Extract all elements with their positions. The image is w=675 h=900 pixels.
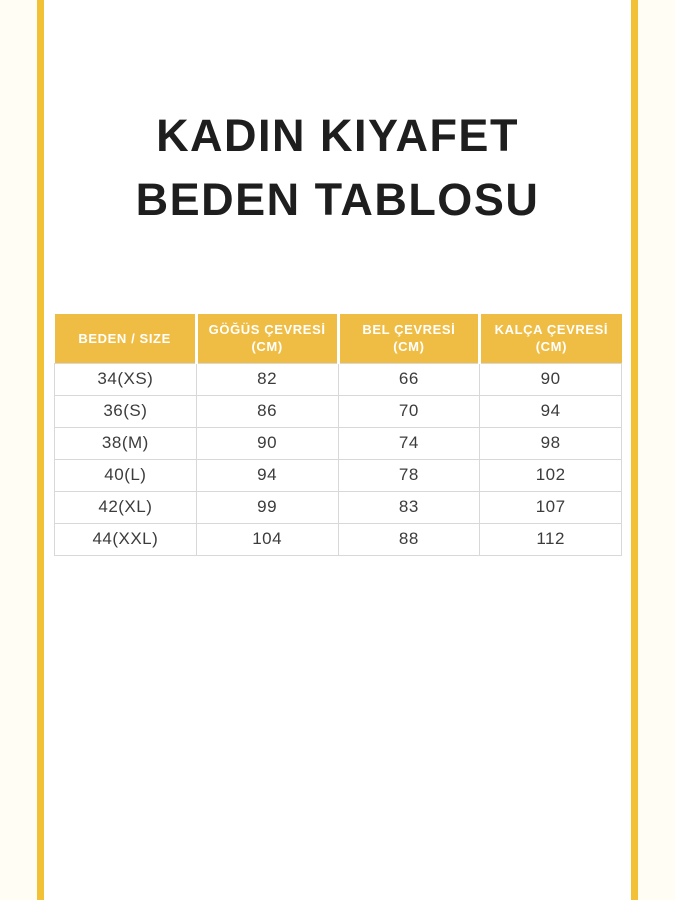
column-header-chest-unit: (CM) — [251, 339, 283, 355]
column-header-waist — [338, 314, 480, 363]
size-cell: 44(XXL) — [55, 523, 197, 555]
column-header-chest — [196, 314, 338, 363]
waist-cell: 88 — [338, 523, 480, 555]
size-cell: 42(XL) — [55, 491, 197, 523]
column-header-chest-label: GÖĞÜS ÇEVRESİ — [208, 322, 326, 338]
chest-cell: 104 — [196, 523, 338, 555]
waist-cell: 74 — [338, 427, 480, 459]
hip-cell: 112 — [480, 523, 622, 555]
table-row — [55, 523, 622, 555]
table-row — [55, 395, 622, 427]
chest-cell: 86 — [196, 395, 338, 427]
waist-cell: 83 — [338, 491, 480, 523]
chest-cell: 99 — [196, 491, 338, 523]
size-table — [54, 314, 622, 556]
size-cell: 36(S) — [55, 395, 197, 427]
table-row — [55, 427, 622, 459]
chest-cell: 82 — [196, 363, 338, 395]
column-header-hip — [480, 314, 622, 363]
hip-cell: 102 — [480, 459, 622, 491]
size-cell: 38(M) — [55, 427, 197, 459]
page-title — [44, 104, 631, 232]
column-header-size — [55, 314, 197, 363]
column-header-hip-unit: (CM) — [535, 339, 568, 355]
size-table-header — [55, 314, 622, 363]
size-cell: 34(XS) — [55, 363, 197, 395]
hip-cell: 107 — [480, 491, 622, 523]
size-table-body — [55, 363, 622, 555]
column-header-waist-label: BEL ÇEVRESİ — [362, 322, 456, 338]
hip-cell: 90 — [480, 363, 622, 395]
page-title-line-2: BEDEN TABLOSU — [135, 174, 540, 225]
size-cell: 40(L) — [55, 459, 197, 491]
right-accent-stripe — [631, 0, 638, 900]
table-row — [55, 459, 622, 491]
waist-cell: 70 — [338, 395, 480, 427]
left-accent-stripe — [37, 0, 44, 900]
left-page-margin — [0, 0, 37, 900]
waist-cell: 66 — [338, 363, 480, 395]
chest-cell: 94 — [196, 459, 338, 491]
table-row — [55, 491, 622, 523]
table-row — [55, 363, 622, 395]
hip-cell: 98 — [480, 427, 622, 459]
hip-cell: 94 — [480, 395, 622, 427]
column-header-hip-label: KALÇA ÇEVRESİ — [494, 322, 609, 338]
header-row — [55, 314, 622, 363]
chest-cell: 90 — [196, 427, 338, 459]
column-header-size-label: BEDEN / SIZE — [78, 330, 171, 346]
right-page-margin — [638, 0, 675, 900]
column-header-waist-unit: (CM) — [393, 339, 425, 355]
page-title-line-1: KADIN KIYAFET — [156, 110, 519, 161]
waist-cell: 78 — [338, 459, 480, 491]
